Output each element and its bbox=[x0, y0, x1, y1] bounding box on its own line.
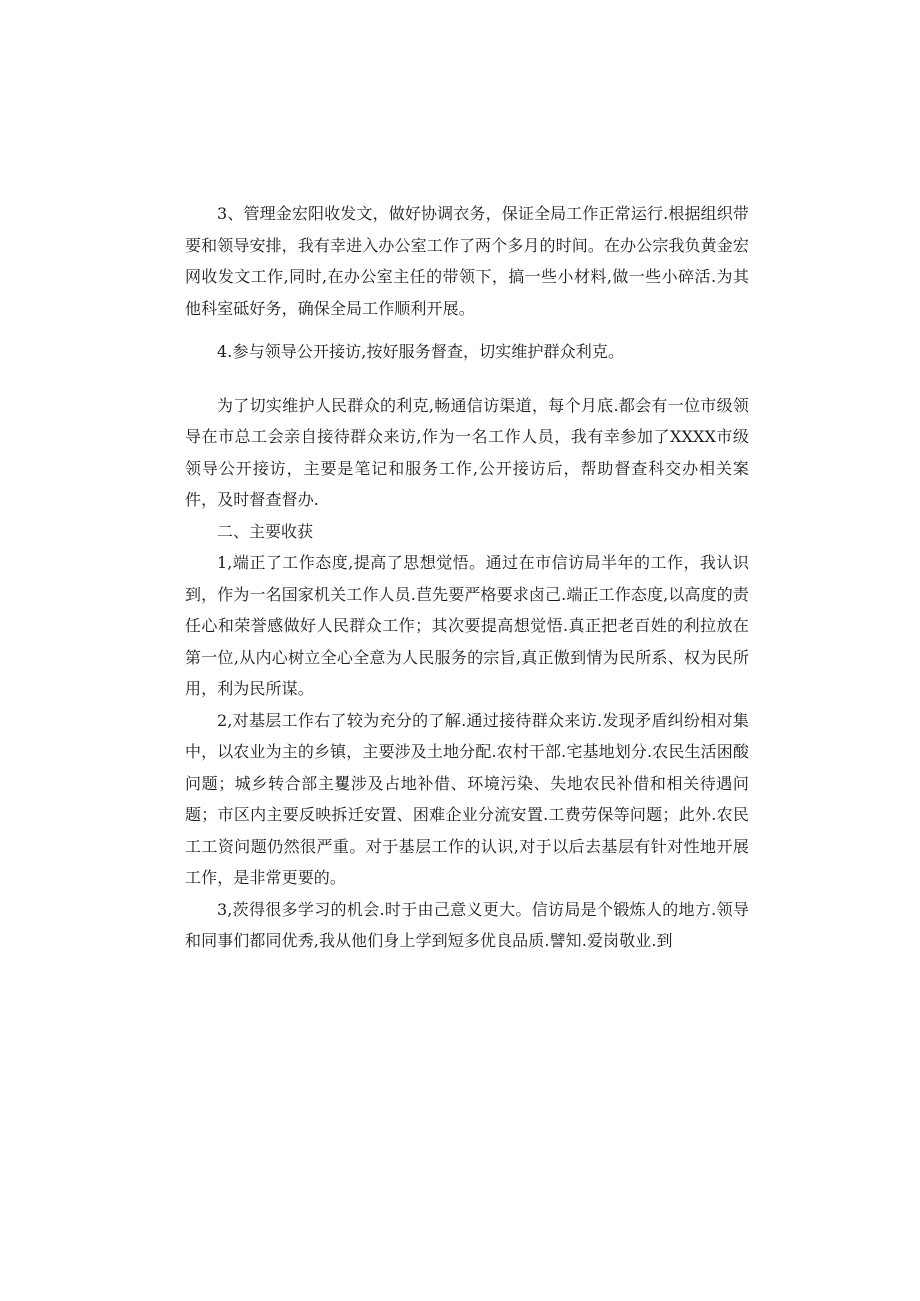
section-heading: 二、主要收获 bbox=[217, 521, 314, 541]
paragraph-5: 2,对基层工作右了较为充分的了解.通过接待群众来访.发现矛盾纠纷相对集中，以农业为主的乡镇，主要涉及土地分配.农村干部.宅基地划分.农民生活困酸问题；城乡转合部主矍涉及占地补借、环境污染、失地农民补借和相关待遇问题；市区内主要反映拆迁安置、困难企业分流安置.工费劳保等问题；此外.农民工工资问题仍然很严重。对于基层工作的认识,对于以后去基层有针对性地开展工作，是非常更要的。 bbox=[185, 710, 749, 887]
paragraph-2: 4.参与领导公开接访,按好服务督查，切实维护群众利克。 bbox=[217, 342, 625, 361]
paragraph-4: 1,端正了工作态度,提高了思想觉悟。通过在市信访局半年的工作，我认识到，作为一名国家机关工作人员.苣先要严格要求卤己.端正工作态度,以高度的责任心和荣誉感做好人民群众工作；其次要提高想觉悟.真正把老百姓的利拉放在第一位,从内心树立全心全意为人民服务的宗旨,真正傲到情为民所系、权为民所用，利为民所谋。 bbox=[185, 553, 749, 698]
paragraph-6: 3,茨得很多学习的机会.时于由己意义更大。信访局是个锻炼人的地方.领导和同事们都同优秀,我从他们身上学到短多优良品质.譬知.爱岗敬业.到 bbox=[185, 899, 749, 950]
paragraph-1: 3、管理金宏阳收发文，做好协调衣务，保证全局工作正常运行.根据组织带要和领导安排，我有幸进入办公室工作了两个多月的时间。在办公宗我负黄金宏网收发文工作,同时,在办公室主任的带领下，搞一些小材料,做一些小碎活.为其他科室砥好务，确保全局工作顺利开展。 bbox=[185, 204, 749, 318]
document-page bbox=[185, 198, 749, 957]
paragraph-3: 为了切实维护人民群众的利克,畅通信访渠道，每个月底.都会有一位市级领导在市总工会亲自接待群众来访,作为一名工作人员，我有幸参加了XXXX市级领导公开接访，主要是笔记和服务工作,公开接访后，帮助督查科交办相关案件，及时督查督办. bbox=[185, 395, 749, 509]
